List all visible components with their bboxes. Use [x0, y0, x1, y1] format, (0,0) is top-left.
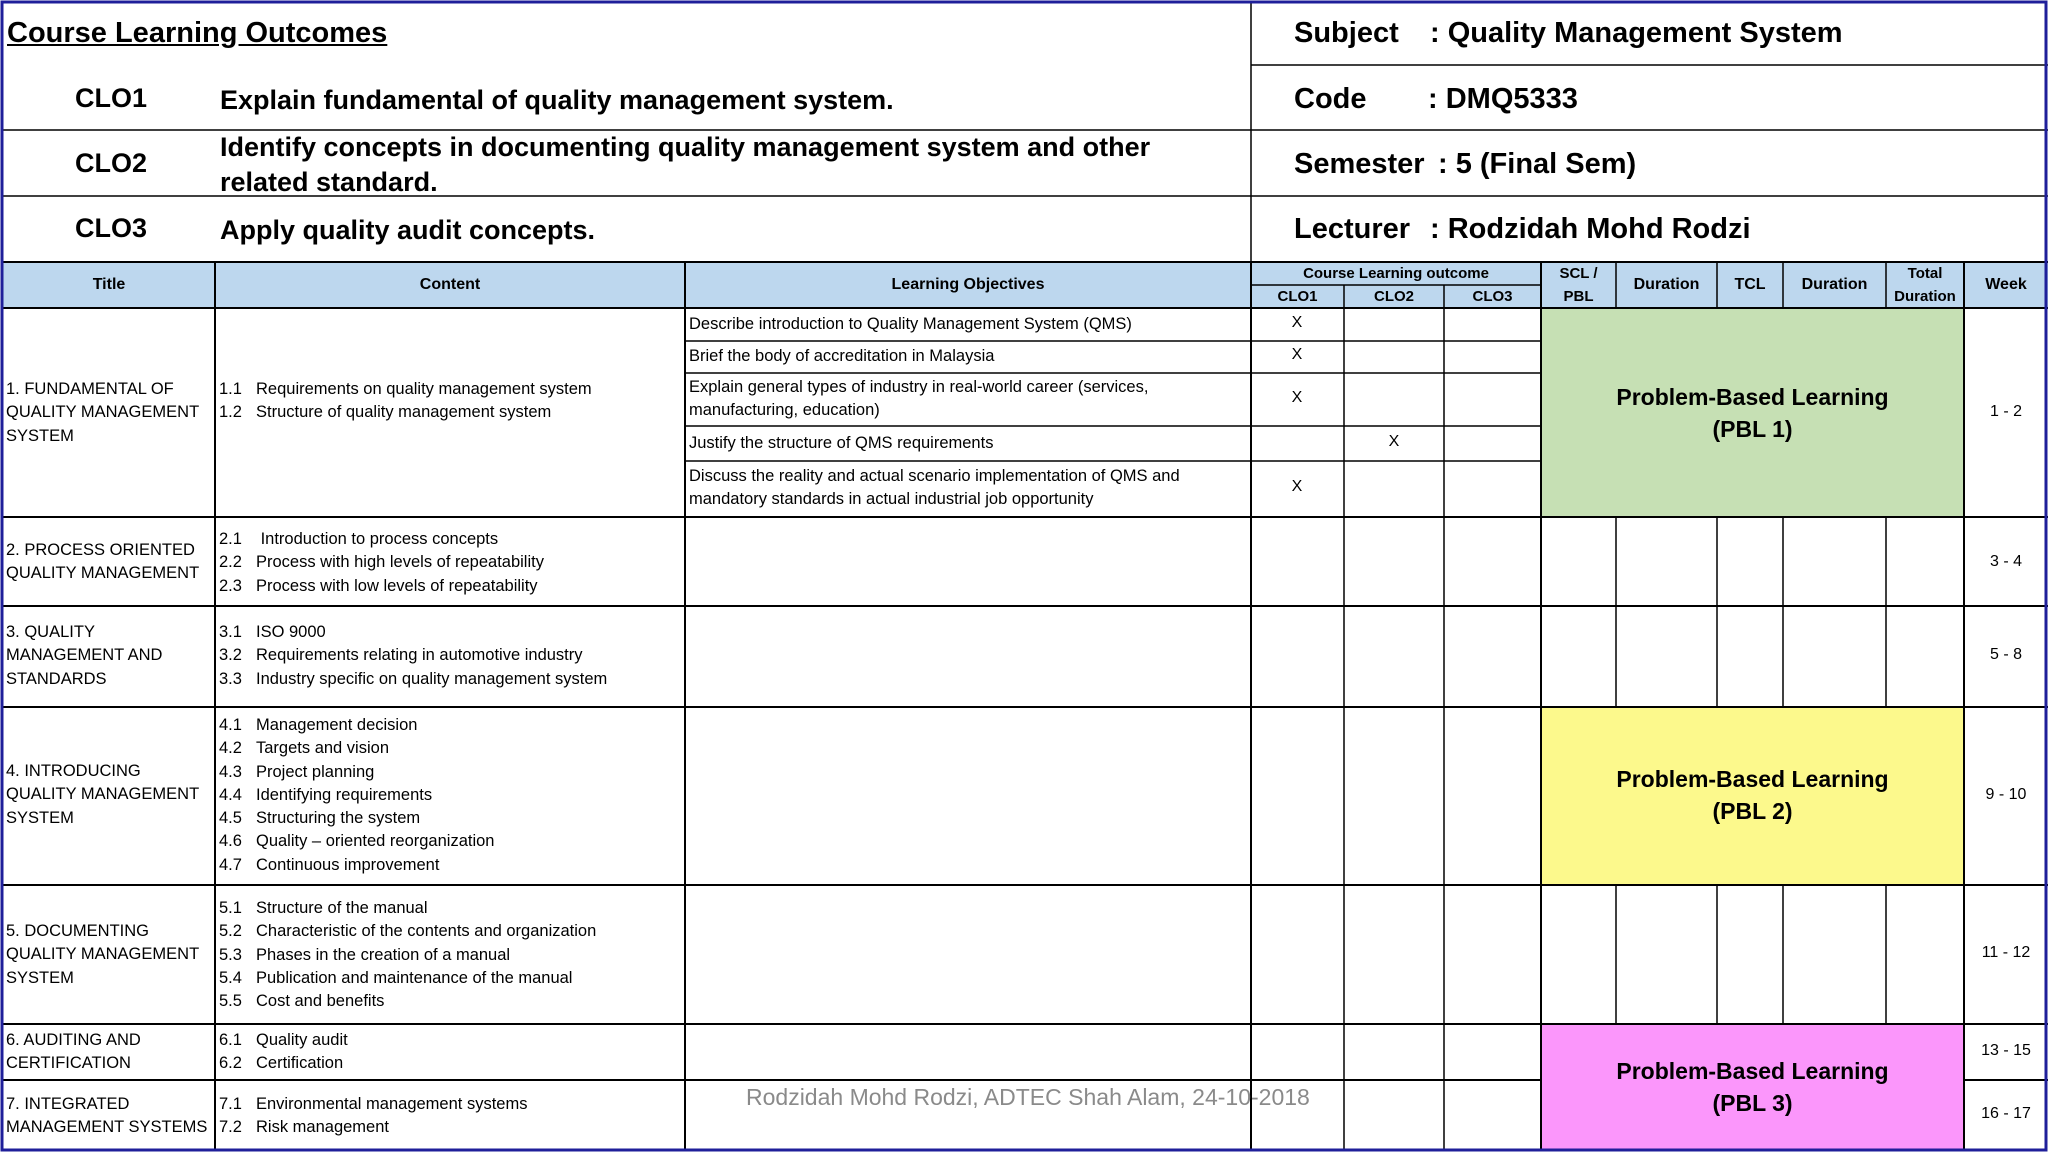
row5-content	[219, 897, 681, 1013]
list-item: 5.5 Cost and benefits	[219, 992, 385, 1011]
row5-title: 5. DOCUMENTING QUALITY MANAGEMENT SYSTEM	[6, 922, 199, 987]
clo1-mark: X	[1291, 346, 1303, 363]
row6-content	[219, 1029, 681, 1076]
clo1-text: Explain fundamental of quality management system.	[220, 85, 894, 115]
row1-content	[219, 378, 681, 425]
clo2-code: CLO2	[75, 148, 148, 178]
list-item: 1.1 Requirements on quality management system	[219, 380, 592, 398]
col-header-clo-group: Course Learning outcome	[1303, 265, 1489, 282]
col-header-total-line1: Total	[1907, 265, 1943, 282]
row7-title: 7. INTEGRATED MANAGEMENT SYSTEMS	[6, 1095, 208, 1137]
row4-week: 9 - 10	[1985, 786, 2027, 803]
col-header-duration-1: Duration	[1633, 276, 1700, 293]
list-item: 4.5 Structuring the system	[219, 809, 421, 828]
list-item: 2.3 Process with low levels of repeatability	[219, 576, 538, 595]
objective-1-3: Explain general types of industry in real-world career (services, manufacturing, education)	[689, 378, 1149, 420]
col-header-title: Title	[92, 276, 126, 293]
clo2-mark: X	[1388, 433, 1400, 450]
objective-1-4: Justify the structure of QMS requirements	[689, 434, 994, 452]
row4-title: 4. INTRODUCING QUALITY MANAGEMENT SYSTEM	[6, 762, 199, 827]
lecturer-value: : Rodzidah Mohd Rodzi	[1430, 213, 1751, 245]
row1-week: 1 - 2	[1989, 403, 2022, 420]
col-header-duration-2: Duration	[1801, 276, 1868, 293]
semester-label: Semester	[1294, 148, 1425, 180]
objective-1-2: Brief the body of accreditation in Malaysia	[689, 347, 995, 365]
code-label: Code	[1294, 83, 1367, 115]
list-item: 2.2 Process with high levels of repeatability	[219, 553, 544, 572]
list-item: 3.3 Industry specific on quality management system	[219, 669, 608, 688]
row2-content	[219, 528, 681, 598]
row3-title: 3. QUALITY MANAGEMENT AND STANDARDS	[6, 623, 163, 688]
row3-week: 5 - 8	[1989, 646, 2022, 663]
row2-title: 2. PROCESS ORIENTED QUALITY MANAGEMENT	[6, 541, 200, 583]
col-header-clo2: CLO2	[1373, 288, 1414, 305]
clo3-code: CLO3	[75, 213, 148, 243]
row7-content	[219, 1093, 681, 1140]
list-item: 4.7 Continuous improvement	[219, 855, 440, 874]
row1-title: 1. FUNDAMENTAL OF QUALITY MANAGEMENT SYSTEM	[6, 380, 199, 445]
row4-content	[219, 714, 681, 877]
col-header-scl-pbl-line2: PBL	[1563, 288, 1594, 305]
row3-content	[219, 621, 681, 691]
row2-week: 3 - 4	[1989, 553, 2022, 570]
clo2-text: Identify concepts in documenting quality management system and other related standard.	[220, 132, 1151, 197]
list-item: 6.1 Quality audit	[219, 1031, 348, 1049]
list-item: 5.1 Structure of the manual	[219, 899, 428, 917]
list-item: 6.2 Certification	[219, 1054, 344, 1073]
row7-week: 16 - 17	[1981, 1105, 2031, 1122]
row5-week: 11 - 12	[1981, 944, 2031, 961]
outcomes-title: Course Learning Outcomes	[7, 17, 388, 49]
row6-week: 13 - 15	[1981, 1042, 2031, 1059]
list-item: 4.2 Targets and vision	[219, 739, 389, 758]
objective-1-1: Describe introduction to Quality Management System (QMS)	[689, 315, 1132, 333]
col-header-content: Content	[419, 276, 481, 293]
clo1-mark: X	[1291, 478, 1303, 495]
col-header-week: Week	[1985, 276, 2027, 293]
list-item: 7.1 Environmental management systems	[219, 1095, 528, 1113]
lecturer-label: Lecturer	[1294, 213, 1411, 245]
list-item: 4.6 Quality – oriented reorganization	[219, 832, 495, 851]
objective-1-5: Discuss the reality and actual scenario implementation of QMS and mandatory standards in actual industrial job opportunity	[689, 467, 1180, 509]
col-header-total-line2: Duration	[1894, 288, 1956, 305]
list-item: 5.4 Publication and maintenance of the manual	[219, 968, 573, 987]
list-item: 1.2 Structure of quality management system	[219, 403, 552, 422]
col-header-clo3: CLO3	[1472, 288, 1513, 305]
list-item: 3.1 ISO 9000	[219, 623, 326, 641]
clo1-mark: X	[1291, 314, 1303, 331]
list-item: 4.3 Project planning	[219, 762, 375, 781]
pbl-3-label: Problem-Based Learning (PBL 3)	[1616, 1058, 1889, 1116]
row6-title: 6. AUDITING AND CERTIFICATION	[6, 1031, 141, 1073]
list-item: 4.1 Management decision	[219, 716, 418, 734]
pbl-1-label: Problem-Based Learning (PBL 1)	[1616, 384, 1889, 442]
code-value: : DMQ5333	[1428, 83, 1578, 115]
list-item: 5.3 Phases in the creation of a manual	[219, 945, 511, 964]
col-header-objectives: Learning Objectives	[891, 276, 1045, 293]
list-item: 3.2 Requirements relating in automotive industry	[219, 646, 583, 665]
col-header-clo1: CLO1	[1277, 288, 1318, 305]
list-item: 5.2 Characteristic of the contents and organization	[219, 922, 597, 941]
list-item: 2.1 Introduction to process concepts	[219, 530, 499, 548]
col-header-scl-pbl-line1: SCL /	[1559, 265, 1598, 282]
clo3-text: Apply quality audit concepts.	[220, 215, 596, 245]
subject-value: : Quality Management System	[1430, 17, 1843, 49]
subject-label: Subject	[1294, 17, 1399, 49]
clo1-mark: X	[1291, 389, 1303, 406]
col-header-tcl: TCL	[1734, 276, 1766, 293]
footer-credit: Rodzidah Mohd Rodzi, ADTEC Shah Alam, 24-10-2018	[746, 1084, 1310, 1110]
list-item: 7.2 Risk management	[219, 1118, 389, 1137]
semester-value: : 5 (Final Sem)	[1438, 148, 1637, 180]
list-item: 4.4 Identifying requirements	[219, 785, 433, 804]
pbl-2-label: Problem-Based Learning (PBL 2)	[1616, 766, 1889, 824]
clo1-code: CLO1	[75, 83, 148, 113]
